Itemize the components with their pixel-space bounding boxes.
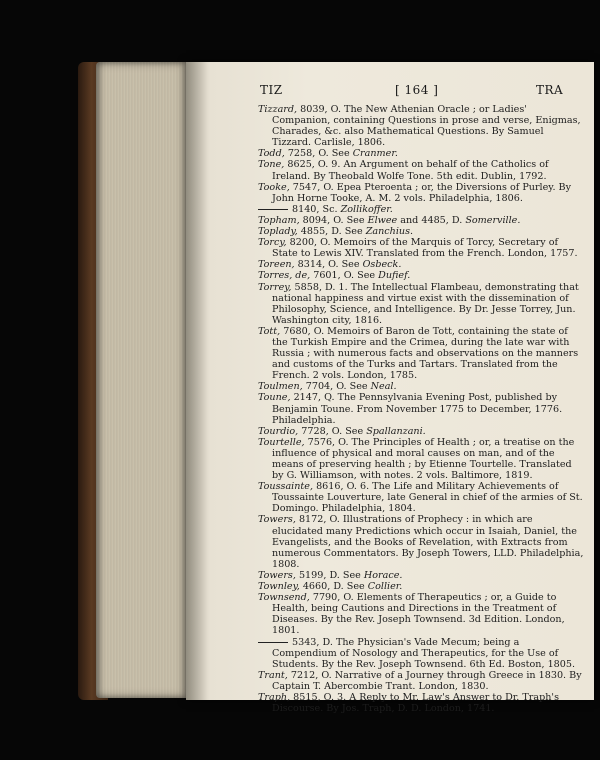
gutter-shadow (186, 62, 208, 700)
entry-text: 8616, O. 6. The Life and Military Achievements of Toussainte Louverture, late General in chief of the armies of St. Domingo. Philadelphia, 1804. (272, 481, 583, 515)
entry-text: 8172, O. Illustrations of Prophecy : in which are elucidated many Predictions which occur in Isaiah, Daniel, the Evangelists, and the Books of Revelation, with Extracts from numerous Commentators. By Joseph Towers, LLD. Philadelphia, 1808. (272, 514, 584, 570)
entry-see: Neal. (370, 381, 397, 393)
entry-text: 8094, O. See (299, 214, 368, 226)
page-edges (96, 62, 192, 698)
catalog-entry (258, 670, 584, 692)
entry-text: 7790, O. Elements of Therapeutics ; or, a Guide to Health, being Cautions and Directions in the Treatment of Diseases. By the Rev. Joseph Townsend. 3d Edition. London, 1801. (272, 592, 565, 637)
entry-text: and 4485, D. (397, 214, 466, 226)
entry-name: Todd, (258, 148, 285, 160)
entry-name: Tizzard, (258, 104, 298, 115)
catalog-entry (258, 570, 584, 581)
running-head-left: TIZ (260, 83, 283, 97)
entry-text: 7728, O. See (298, 425, 367, 437)
entry-text: 7212, O. Narrative of a Journey through Greece in 1830. By Captain T. Abercombie Trant. London, 1830. (272, 669, 582, 692)
entry-see: Collier. (367, 581, 403, 593)
catalog-entry (258, 426, 584, 437)
entry-name: Townley, (258, 581, 300, 593)
catalog-entries (258, 104, 584, 714)
entry-text: 4660, D. See (299, 581, 368, 593)
entry-text: 5858, D. 1. The Intellectual Flambeau, demonstrating that national happiness and virtue exist with the dissemination of Philosophy, Science, and Intelligence. By Dr. Jesse Torrey, Jun. Washington city, 1816. (272, 281, 579, 326)
entry-text: 2147, Q. The Pennsylvania Evening Post, published by Benjamin Toune. From November 1775 to December, 1776. Philadelphia. (272, 392, 563, 426)
entry-text: 7258, O. See (284, 148, 353, 160)
entry-name: Toulmen, (258, 381, 303, 393)
catalog-entry (258, 215, 584, 226)
entry-text: 7601, O. See (310, 270, 379, 282)
entry-name: Torcy, (258, 237, 287, 249)
entry-name: Tourdio, (258, 425, 299, 437)
catalog-entry (258, 437, 584, 481)
entry-see: Zanchius. (365, 226, 414, 238)
entry-text: 5199, D. See (295, 569, 364, 581)
entry-text: 8200, O. Memoirs of the Marquis of Torcy, Secretary of State to Lewis XIV. Translated from the French. London, 1757. (272, 237, 578, 260)
entry-text: 8039, O. The New Athenian Oracle ; or Ladies' Companion, containing Questions in prose and verse, Enigmas, Charades, &c. also Mathematical Questions. By Samuel Tizzard. Carlisle, 1806. (272, 104, 581, 149)
ditto-dash (258, 642, 288, 643)
catalog-entry (258, 282, 584, 326)
ditto-dash (258, 209, 288, 210)
catalog-entry (258, 204, 584, 215)
catalog-entry (258, 481, 584, 514)
entry-text: 8625, O. 9. An Argument on behalf of the Catholics of Ireland. By Theobald Wolfe Tone. 5th edit. Dublin, 1792. (272, 159, 549, 182)
entry-name: Tooke, (258, 181, 290, 193)
entry-see: Horace. (363, 569, 403, 581)
entry-name: Towers, (258, 514, 296, 526)
catalog-entry (258, 592, 584, 636)
entry-name: Tott, (258, 325, 281, 337)
catalog-entry (258, 514, 584, 569)
entry-name: Traph, (258, 691, 291, 703)
entry-see: Cranmer. (352, 148, 398, 160)
catalog-entry (258, 270, 584, 281)
entry-name: Torrey, (258, 281, 292, 293)
catalog-entry (258, 226, 584, 237)
entry-text: 7704, O. See (302, 381, 371, 393)
entry-name: Trant, (258, 669, 288, 681)
catalog-entry (258, 637, 584, 670)
entry-name: Topham, (258, 214, 300, 226)
entry-name: Toune, (258, 392, 291, 404)
entry-see: Zollikoffer. (340, 203, 393, 215)
catalog-entry (258, 159, 584, 181)
entry-see: Elwee (367, 214, 398, 226)
entry-see: Somerville. (465, 214, 521, 226)
catalog-entry (258, 581, 584, 592)
entry-name: Tone, (258, 159, 285, 171)
catalog-entry (258, 104, 584, 148)
catalog-entry (258, 237, 584, 259)
entry-text: 8140, Sc. (292, 203, 341, 215)
entry-name: Tourtelle, (258, 436, 305, 448)
entry-name: Townsend, (258, 592, 310, 604)
entry-text: 7680, O. Memoirs of Baron de Tott, containing the state of the Turkish Empire and the Crimea, during the late war with Russia ; with numerous facts and observations on the manners and customs of the Turks and Tartars. Translated from the French. 2 vols. London, 1785. (272, 325, 579, 382)
catalog-entry (258, 326, 584, 381)
entry-text: 7547, O. Epea Pteroenta ; or, the Diversions of Purley. By John Horne Tooke, A. M. 2 vols. Philadelphia, 1806. (272, 181, 572, 204)
catalog-entry (258, 392, 584, 425)
catalog-entry (258, 259, 584, 270)
entry-text: 7576, O. The Principles of Health ; or, a treatise on the influence of physical and moral causes on man, and of the means of preserving health ; by Etienne Tourtelle. Translated by G. Williamson, with notes. 2 vols. Baltimore, 1819. (272, 436, 575, 482)
entry-name: Towers, (258, 569, 296, 581)
entry-see: Dufief. (378, 270, 411, 282)
entry-see: Osbeck. (362, 259, 402, 271)
page-number: [ 164 ] (395, 83, 439, 97)
entry-see: Spallanzani. (366, 425, 426, 437)
catalog-entry (258, 692, 584, 714)
entry-name: Toreen, (258, 259, 295, 271)
running-head-right: TRA (536, 83, 564, 97)
catalog-entry (258, 381, 584, 392)
catalog-entry (258, 182, 584, 204)
entry-name: Toussainte, (258, 481, 314, 493)
entry-text: 5343, D. The Physician's Vade Mecum; being a Compendium of Nosology and Therapeutics, for the Use of Students. By the Rev. Joseph Townsend. 6th Ed. Boston, 1805. (272, 636, 576, 670)
catalog-entry (258, 148, 584, 159)
entry-name: Toplady, (258, 226, 298, 238)
entry-name: Torres, de, (258, 270, 311, 282)
entry-text: 8515, O. 3. A Reply to Mr. Law's Answer to Dr. Traph's Discourse. By Jos. Traph, D. D. London, 1741. (272, 691, 559, 715)
entry-text: 4855, D. See (297, 226, 366, 238)
entry-text: 8314, O. See (294, 259, 363, 271)
